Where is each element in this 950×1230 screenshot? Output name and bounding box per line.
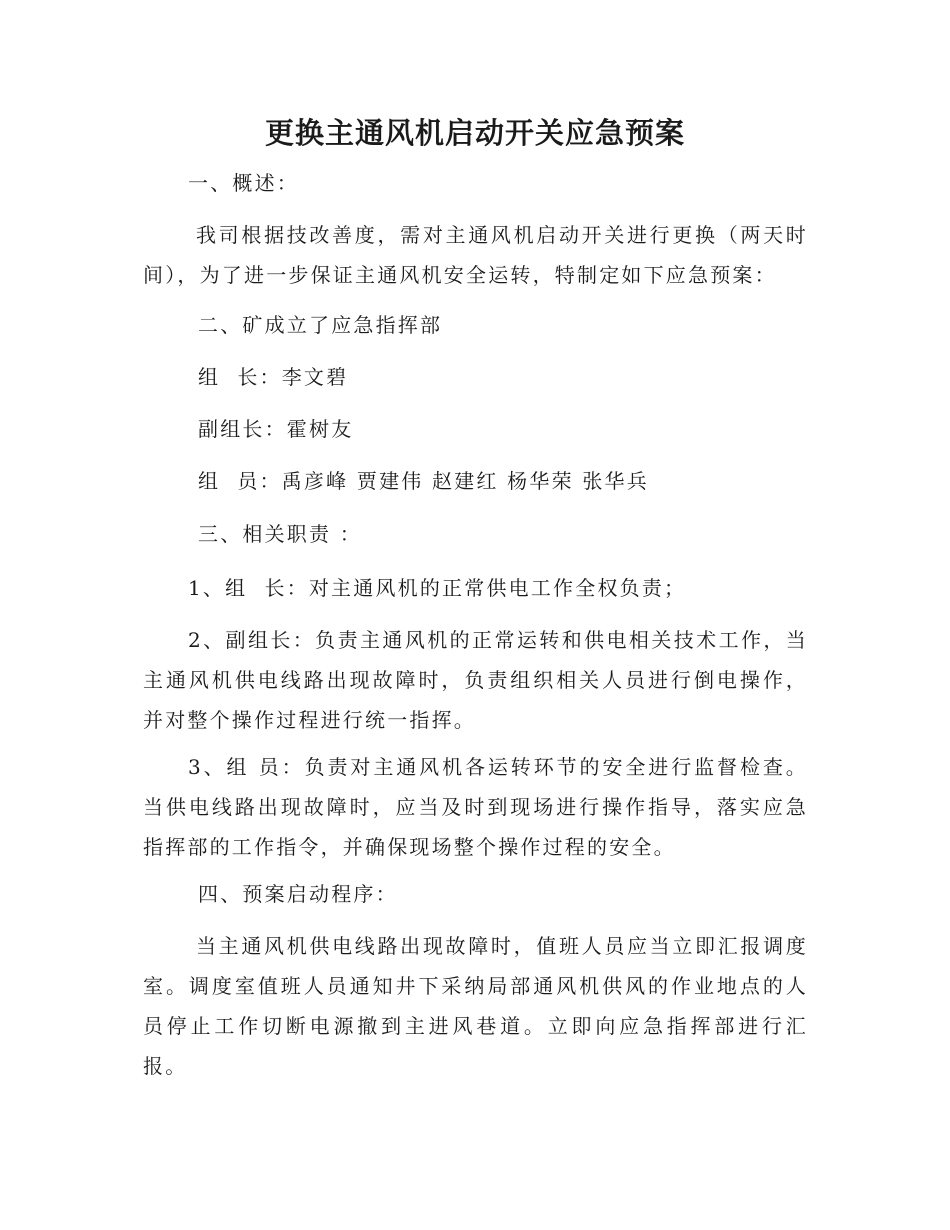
duty-item-1: 1、组 长：对主通风机的正常供电工作全权负责； bbox=[188, 576, 687, 600]
members-line: 组 员：禹彦峰 贾建伟 赵建红 杨华荣 张华兵 bbox=[198, 469, 649, 493]
duties-heading: 三、相关职责 ： bbox=[198, 522, 362, 546]
leader-line: 组 长：李文碧 bbox=[198, 365, 349, 389]
overview-heading: 一、概述： bbox=[188, 171, 299, 195]
command-heading: 二、矿成立了应急指挥部 bbox=[198, 313, 443, 337]
procedure-heading: 四、预案启动程序： bbox=[198, 882, 398, 906]
procedure-paragraph: 当主通风机供电线路出现故障时，值班人员应当立即汇报调度室。调度室值班人员通知井下采纳局部通风机供风的作业地点的人员停止工作切断电源撤到主进风巷道。立即向应急指挥部进行汇报。 bbox=[143, 934, 808, 1078]
deputy-leader-line: 副组长：霍树友 bbox=[198, 417, 354, 441]
duty-item-2: 2、副组长：负责主通风机的正常运转和供电相关技术工作，当主通风机供电线路出现故障时，负责组织相关人员进行倒电操作，并对整个操作过程进行统一指挥。 bbox=[143, 628, 808, 732]
duty-item-3: 3、组 员：负责对主通风机各运转环节的安全进行监督检查。当供电线路出现故障时，应当及时到现场进行操作指导，落实应急指挥部的工作指令，并确保现场整个操作过程的安全。 bbox=[143, 755, 808, 859]
overview-paragraph: 我司根据技改善度，需对主通风机启动开关进行更换（两天时间），为了进一步保证主通风机安全运转，特制定如下应急预案： bbox=[143, 223, 808, 287]
document-title: 更换主通风机启动开关应急预案 bbox=[264, 116, 685, 150]
